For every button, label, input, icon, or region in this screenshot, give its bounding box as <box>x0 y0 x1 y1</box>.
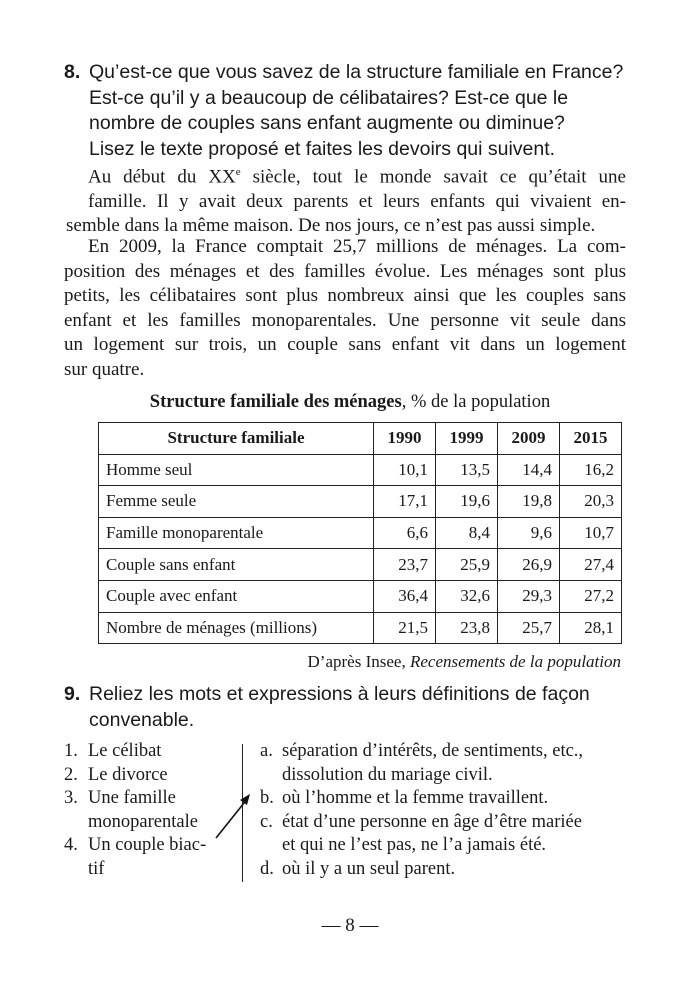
table-cell: 8,4 <box>436 517 498 549</box>
row-label: Homme seul <box>99 454 374 486</box>
paragraph-line: enfant et les familles monoparentales. Une personne vit seule dans <box>64 309 626 331</box>
table-cell: 9,6 <box>498 517 560 549</box>
row-label: Couple sans enfant <box>99 549 374 581</box>
table-cell: 14,4 <box>498 454 560 486</box>
family-structure-table <box>98 422 622 644</box>
definition-item <box>260 740 634 787</box>
exercise-8 <box>64 60 644 162</box>
table-caption-bold: Structure familiale des ménages <box>149 392 402 412</box>
definition-line: où l’homme et la femme travaillent. <box>282 788 549 808</box>
table-cell: 10,1 <box>374 454 436 486</box>
table-row <box>99 454 622 486</box>
table-caption-rest: , % de la population <box>401 392 551 412</box>
table-cell: 27,4 <box>560 549 622 581</box>
table-cell: 16,2 <box>560 454 622 486</box>
column-header: 1990 <box>374 423 436 455</box>
table-cell: 19,6 <box>436 486 498 518</box>
item-letter: d. <box>260 858 274 879</box>
definitions-list <box>260 740 634 881</box>
term-line: Le divorce <box>88 764 168 785</box>
table-cell: 21,5 <box>374 612 436 644</box>
exercise-line: Lisez le texte proposé et faites les devoirs qui suivent. <box>89 137 556 160</box>
table-cell: 26,9 <box>498 549 560 581</box>
column-header: 2015 <box>560 423 622 455</box>
term-item <box>64 834 239 881</box>
text-fragment: Au début du XX <box>88 166 236 188</box>
row-label: Nombre de ménages (millions) <box>99 612 374 644</box>
table-source <box>308 652 621 672</box>
column-header: 2009 <box>498 423 560 455</box>
term-line: Un couple biac- <box>88 835 207 855</box>
table-cell: 25,9 <box>436 549 498 581</box>
matching-exercise <box>64 740 634 885</box>
definition-line: état d’une personne en âge d’être mariée <box>282 811 582 832</box>
table-cell: 36,4 <box>374 580 436 612</box>
paragraph-intro <box>66 160 626 239</box>
exercise-line: Reliez les mots et expressions à leurs définitions de façon <box>89 683 590 705</box>
row-label: Couple avec enfant <box>99 580 374 612</box>
table-row <box>99 549 622 581</box>
item-number: 3. <box>64 788 78 808</box>
table-cell: 20,3 <box>560 486 622 518</box>
arrow-icon <box>214 790 254 840</box>
table-cell: 10,7 <box>560 517 622 549</box>
definition-line: et qui ne l’est pas, ne l’a jamais été. <box>282 835 547 855</box>
definition-item <box>260 811 634 858</box>
term-item <box>64 764 239 788</box>
table-cell: 29,3 <box>498 580 560 612</box>
table-cell: 27,2 <box>560 580 622 612</box>
table-cell: 25,7 <box>498 612 560 644</box>
source-title: Recensements de la population <box>409 652 621 671</box>
row-label: Femme seule <box>99 486 374 518</box>
table-caption <box>0 392 700 413</box>
exercise-number: 8. <box>64 61 81 83</box>
term-line: monoparentale <box>88 811 198 832</box>
table-header-row <box>99 423 622 455</box>
exercise-9 <box>64 682 644 733</box>
paragraph-line: En 2009, la France comptait 25,7 millions de ménages. La com- <box>88 236 626 257</box>
column-header: 1999 <box>436 423 498 455</box>
paragraph-line: petits, les célibataires sont plus nombreux ainsi que les couples sans <box>64 285 626 306</box>
table-row <box>99 517 622 549</box>
item-letter: a. <box>260 741 273 761</box>
table-row <box>99 612 622 644</box>
item-number: 1. <box>64 741 78 761</box>
paragraph-line: un logement sur trois, un couple sans enfant vit dans un logement <box>64 334 626 355</box>
table-cell: 23,7 <box>374 549 436 581</box>
term-line: tif <box>88 858 105 879</box>
definition-line: dissolution du mariage civil. <box>282 764 493 785</box>
table-cell: 23,8 <box>436 612 498 644</box>
item-letter: c. <box>260 811 273 832</box>
table-cell: 28,1 <box>560 612 622 644</box>
definition-line: où il y a un seul parent. <box>282 858 456 879</box>
term-line: Une famille <box>88 788 176 808</box>
table-row <box>99 580 622 612</box>
table-row <box>99 486 622 518</box>
item-number: 4. <box>64 835 78 855</box>
source-prefix: D’après Insee, <box>307 652 410 671</box>
table-cell: 13,5 <box>436 454 498 486</box>
superscript: e <box>235 166 241 178</box>
definition-item <box>260 787 634 811</box>
row-label: Famille monoparentale <box>99 517 374 549</box>
page-number: — 8 — <box>321 915 379 936</box>
paragraph-line <box>88 160 626 190</box>
paragraph-line: famille. Il y avait deux parents et leurs enfants qui vivaient en- <box>88 190 626 212</box>
item-number: 2. <box>64 764 78 785</box>
item-letter: b. <box>260 788 274 808</box>
exercise-line: convenable. <box>89 708 195 731</box>
exercise-line: Qu’est-ce que vous savez de la structure familiale en France? <box>89 61 624 83</box>
table-cell: 6,6 <box>374 517 436 549</box>
definition-line: séparation d’intérêts, de sentiments, etc., <box>282 741 584 761</box>
paragraph-statistics <box>64 235 626 382</box>
terms-list <box>64 740 239 881</box>
term-item <box>64 787 239 834</box>
table-cell: 17,1 <box>374 486 436 518</box>
paragraph-line: sur quatre. <box>64 358 145 380</box>
paragraph-line: position des ménages et des familles évolue. Les ménages sont plus <box>64 260 626 282</box>
table-cell: 19,8 <box>498 486 560 518</box>
column-header: Structure familiale <box>99 423 374 455</box>
text-fragment: siècle, tout le monde savait ce qu’était une <box>240 166 626 188</box>
paragraph-line: semble dans la même maison. De nos jours, ce n’est pas aussi simple. <box>66 215 596 237</box>
exercise-line: Est-ce qu’il y a beaucoup de célibataires? Est-ce que le <box>89 86 569 109</box>
table-cell: 32,6 <box>436 580 498 612</box>
term-line: Le célibat <box>88 741 162 761</box>
exercise-line: nombre de couples sans enfant augmente ou diminue? <box>89 112 565 134</box>
definition-item <box>260 858 634 882</box>
term-item <box>64 740 239 764</box>
exercise-number: 9. <box>64 683 81 705</box>
